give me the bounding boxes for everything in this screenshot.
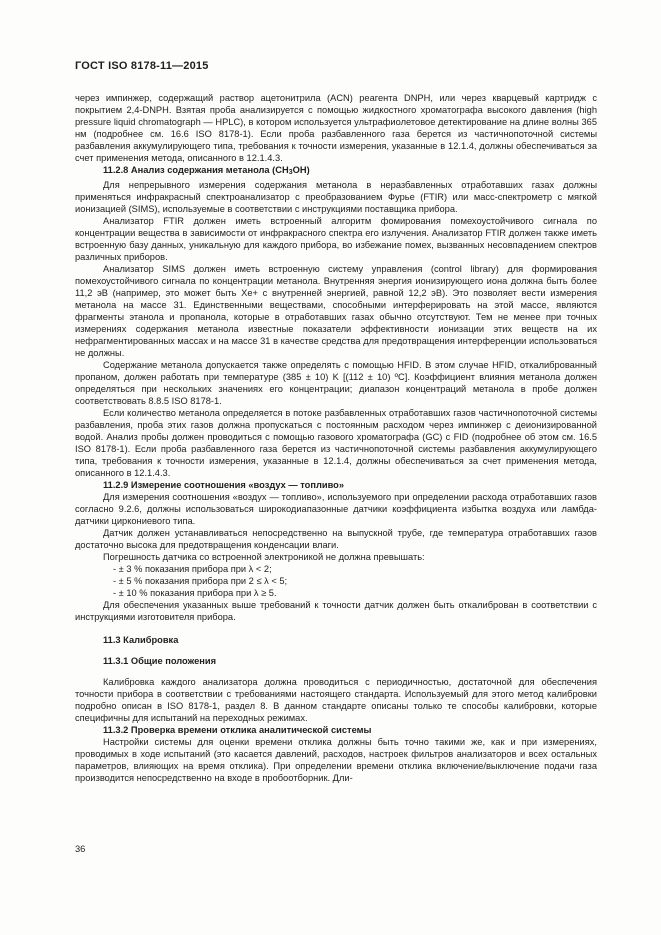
document-header: ГОСТ ISO 8178-11—2015 [75,60,209,72]
paragraph: Содержание метанола допускается также определять с помощью HFID. В этом случае HFID, откалиброванный пропаном, должен работать при температуре (385 ± 10) K [(112 ± 10) ºC]. Коэффициент влияния метанола должен определяться при нескольких значениях его концентрации; диапазон концентраций метанола в пробе должен соответствовать 8.8.5 ISO 8178-1. [75,360,597,406]
page-number: 36 [75,844,86,854]
subscript: 3 [288,169,293,176]
section-heading-11-2-9: 11.2.9 Измерение соотношения «воздух — топливо» [103,480,345,490]
paragraph: Датчик должен устанавливаться непосредственно на выпускной трубе, где температура отработавших газов достаточно высока для предотвращения конденсации влаги. [75,528,597,550]
paragraph: Если количество метанола определяется в потоке разбавленных отработавших газов частичнопоточной системы разбавления, проба этих газов должна пропускаться с постоянным расходом через импинжер с деионизированной водой. Анализ пробы должен проводиться с помощью газового хроматографа (GC) с FID (подробнее об этом см. 16.5 ISO 8178-1). Если проба разбавленного газа берется из частичнопоточной системы разбавления аккумулирующего типа, требования к точности измерения, указанные в 12.1.4, должны обеспечиваться за счет применения метода, описанного в 12.1.4.3. [75,408,597,478]
paragraph: Для измерения соотношения «воздух — топливо», используемого при определении расхода отработавших газов согласно 9.2.6, должны использоваться широкодиапазонные датчики коэффициента избытка воздуха или ламбда-датчики циркониевого типа. [75,492,597,526]
section-heading-11-3-2: 11.3.2 Проверка времени отклика аналитической системы [103,725,372,735]
section-heading-11-2-8: 11.2.8 Анализ содержания метанола (CH3OH) [103,165,310,176]
list-item: - ± 3 % показания прибора при λ < 2; [113,564,272,574]
list-item: - ± 5 % показания прибора при 2 ≤ λ < 5; [113,576,288,586]
paragraph: Настройки системы для оценки времени отклика должны быть точно такими же, как и при измерениях, проводимых в ходе испытаний (это касается давлений, расходов, настроек фильтров анализаторов и всех остальных параметров, влияющих на время отклика). При определении времени отклика включение/выключение подачи газа производится непосредственно на входе в пробоотборник. Дли- [75,737,597,783]
list-item: - ± 10 % показания прибора при λ ≥ 5. [113,588,277,598]
paragraph: Погрешность датчика со встроенной электроникой не должна превышать: [103,552,425,562]
paragraph: Для непрерывного измерения содержания метанола в неразбавленных отработавших газах должны применяться инфракрасный спектроанализатор с преобразованием Фурье (FTIR) или масс-спектрометр с мягкой ионизацией (SIMS), используемые в соответствии с инструкциями поставщика прибора. [75,180,597,214]
paragraph: через импинжер, содержащий раствор ацетонитрила (ACN) реагента DNPH, или через кварцевый картридж с покрытием 2,4-DNPH. Взятая проба анализируется с помощью жидкостного хроматографа высокого давления (high pressure liquid chromatograph — HPLC), в котором используется ультрафиолетовое детектирование на длине волны 365 нм (подробнее см. 16.6 ISO 8178-1). Если проба разбавленного газа берется из частичнопоточной системы разбавления аккумулирующего типа, требования к точности измерения, указанные в 12.1.4, должны обеспечиваться за счет применения метода, описанного в 12.1.4.3. [75,93,597,163]
paragraph: Анализатор FTIR должен иметь встроенный алгоритм фомирования помехоустойчивого сигнала по концентрации вещества в зависимости от инфракрасного спектра его излучения. Анализатор FTIR должен также иметь встроенную базу данных, уникальную для каждого прибора, во избежание помех, вызванных несовпадением спектров различных приборов. [75,216,597,262]
document-body [75,92,597,784]
paragraph: Калибровка каждого анализатора должна проводиться с периодичностью, достаточной для обеспечения точности прибора в соответствии с требованиями настоящего стандарта. Используемый для этого метод калибровки подробно описан в ISO 8178-1, раздел 8. В данном стандарте описаны только те способы калибровки, которые специфичны для испытаний на переходных режимах. [75,677,597,723]
paragraph: Анализатор SIMS должен иметь встроенную систему управления (control library) для формирования помехоустойчивого сигнала по концентрации метанола. Внутренняя энергия ионизирующего иона должна быть более 11,2 эВ (например, это может быть Xe+ с внутренней энергией, равной 12,2 эВ). Это позволяет вести измерения метанола на массе 31. Единственными веществами, способными интерферировать на этой массе, являются фрагменты этанола и пропанола, которые в отработавших газах обычно отсутствуют. Тем не менее при точных измерениях содержания метанола известные показатели эффективности ионизации этих веществ на их нефрагментированных массах и на массе 31 в качестве средства для предотвращения интерференции использоваться не должны. [75,264,597,358]
section-heading-11-3: 11.3 Калибровка [103,635,179,645]
paragraph: Для обеспечения указанных выше требований к точности датчик должен быть откалиброван в соответствии с инструкциями изготовителя прибора. [75,600,597,622]
section-heading-11-3-1: 11.3.1 Общие положения [103,656,217,666]
